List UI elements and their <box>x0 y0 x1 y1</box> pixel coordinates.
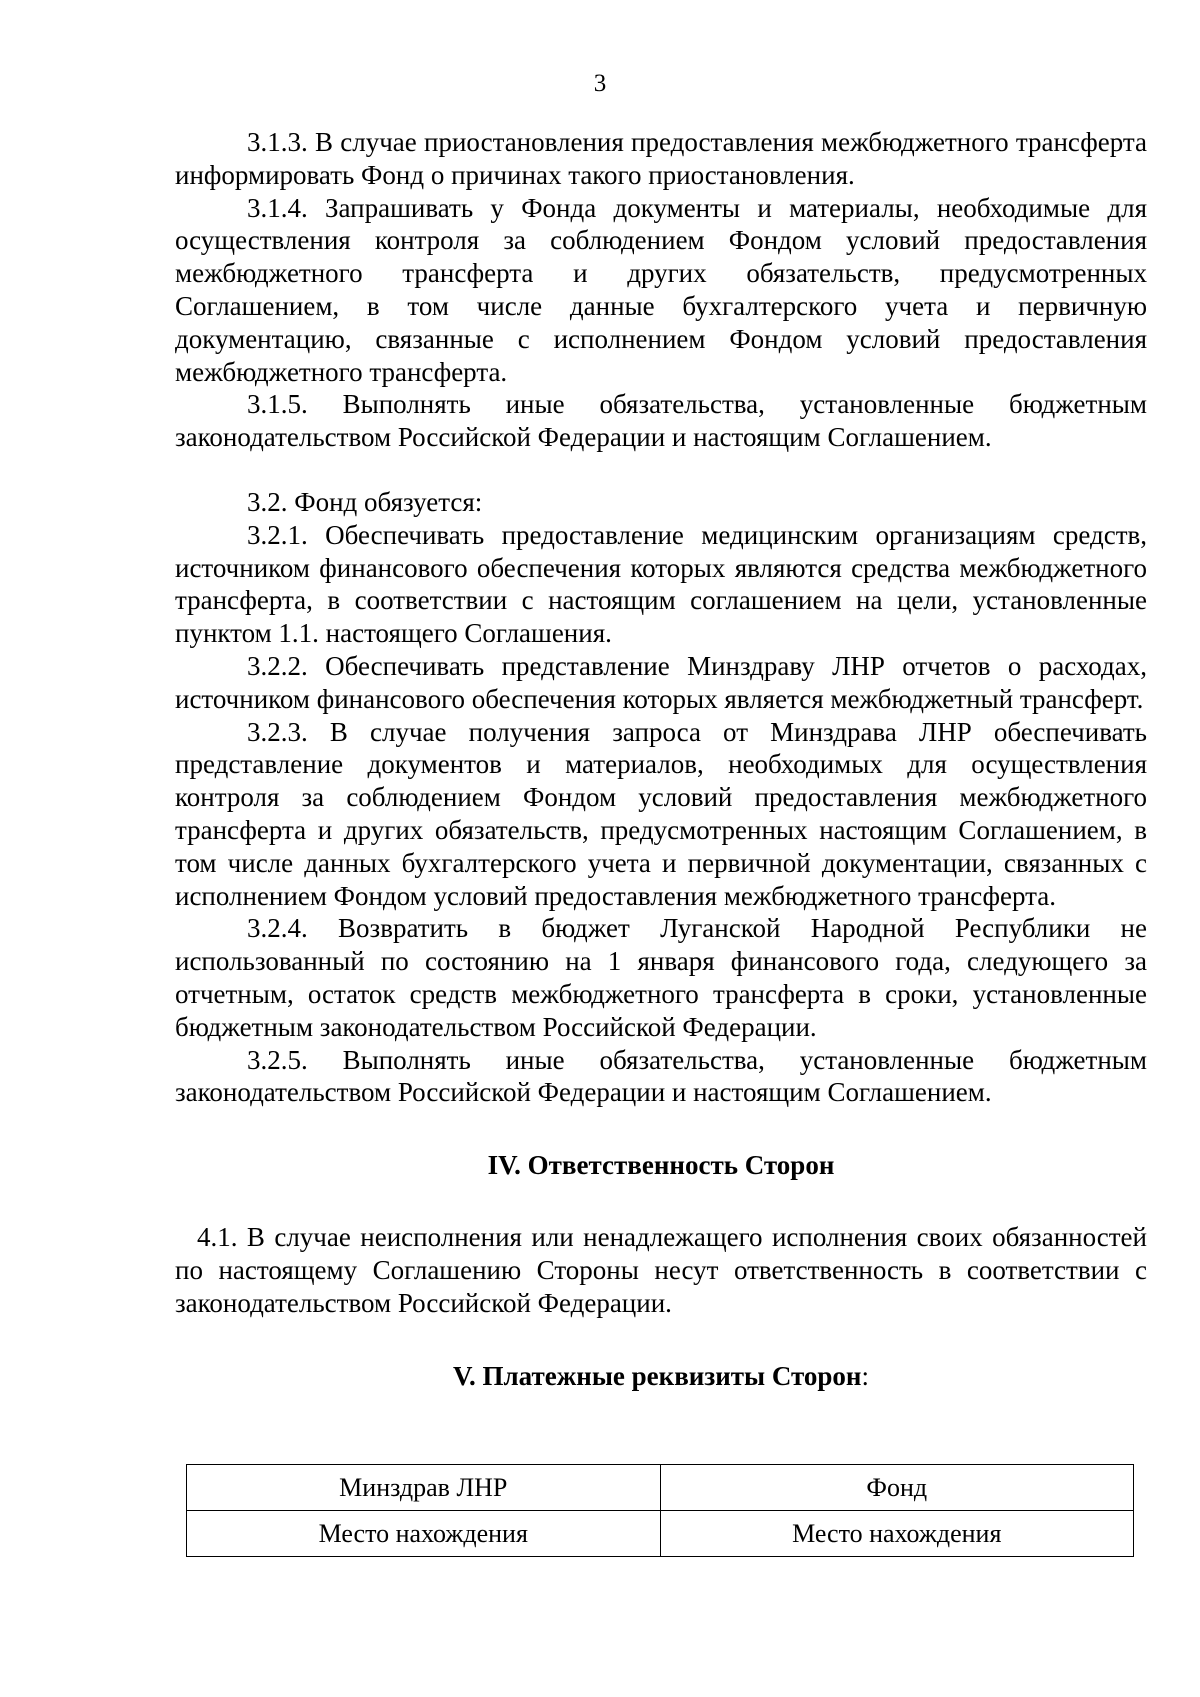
page-number: 3 <box>593 70 607 97</box>
paragraph-3-1-4: 3.1.4. Запрашивать у Фонда документы и материалы, необходимые для осуществления контроля за соблюдением Фондом условий предоставления межбюджетного трансферта и других обязательств, предусмотренных Соглашением, в том числе данные бухгалтерского учета и первичную документацию, связанные с исполнением Фондом условий предоставления межбюджетного трансферта. <box>175 192 1147 387</box>
paragraph-4-1: 4.1. В случае неисполнения или ненадлежащего исполнения своих обязанностей по настоящему Соглашению Стороны несут ответственность в соответствии с законодательством Российской Федерации. <box>175 1222 1147 1318</box>
paragraph-3-2-4: 3.2.4. Возвратить в бюджет Луганской Народной Республики не использованный по состоянию на 1 января финансового года, следующего за отчетным, остаток средств межбюджетного трансферта в сроки, установленные бюджетным законодательством Российской Федерации. <box>175 913 1147 1042</box>
document-body <box>175 126 1147 1392</box>
paragraph-3-2-3: 3.2.3. В случае получения запроса от Минздрава ЛНР обеспечивать представление документов и материалов, необходимых для осуществления контроля за соблюдением Фондом условий предоставления межбюджетного трансферта и других обязательств, предусмотренных настоящим Соглашением, в том числе данных бухгалтерского учета и первичной документации, связанных с исполнением Фондом условий предоставления межбюджетного трансферта. <box>175 716 1147 911</box>
paragraph-3-1-5: 3.1.5. Выполнять иные обязательства, установленные бюджетным законодательством Российской Федерации и настоящим Соглашением. <box>175 389 1147 453</box>
table-header-cell: Минздрав ЛНР <box>187 1465 661 1511</box>
requisites-table <box>186 1464 1134 1557</box>
table-header-cell: Фонд <box>660 1465 1134 1511</box>
paragraph-3-2: 3.2. Фонд обязуется: <box>247 486 483 517</box>
section-iv-heading: IV. Ответственность Сторон <box>487 1150 835 1181</box>
paragraph-3-2-2: 3.2.2. Обеспечивать представление Минздраву ЛНР отчетов о расходах, источником финансового обеспечения которых является межбюджетный трансферт. <box>175 650 1147 714</box>
table-row <box>187 1511 1134 1557</box>
paragraph-3-2-5: 3.2.5. Выполнять иные обязательства, установленные бюджетным законодательством Российской Федерации и настоящим Соглашением. <box>175 1044 1147 1108</box>
section-v-heading-colon: : <box>861 1360 869 1391</box>
table-cell: Место нахождения <box>187 1511 661 1557</box>
section-v-heading <box>175 1360 1147 1392</box>
paragraph-3-2-1: 3.2.1. Обеспечивать предоставление медицинским организациям средств, источником финансового обеспечения которых являются средства межбюджетного трансферта, в соответствии с настоящим соглашением на цели, установленные пунктом 1.1. настоящего Соглашения. <box>175 519 1147 649</box>
table-header-row <box>187 1465 1134 1511</box>
table-cell: Место нахождения <box>660 1511 1134 1557</box>
section-v-heading-text: V. Платежные реквизиты Сторон <box>453 1360 862 1391</box>
paragraph-3-1-3: 3.1.3. В случае приостановления предоставления межбюджетного трансферта информировать Фонд о причинах такого приостановления. <box>175 127 1147 190</box>
